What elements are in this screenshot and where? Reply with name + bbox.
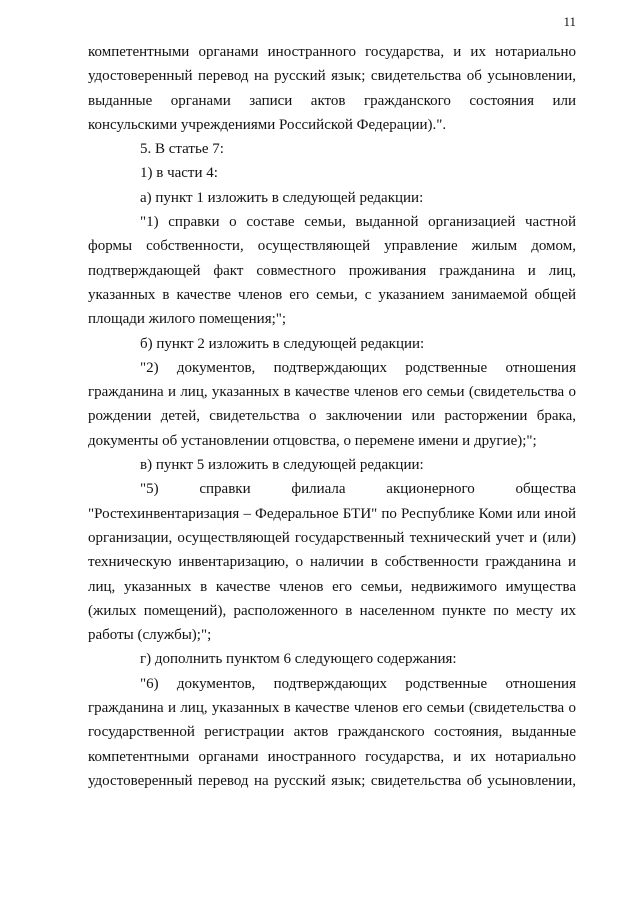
document-body [88,40,576,793]
paragraph-article-7: 5. В статье 7: [140,141,224,158]
paragraph-point-6: "6) документов, подтверждающих родственные отношения гражданина и лиц, указанных в качестве членов его семьи (свидетельства о государственной регистрации актов гражданского состояния, выданные компетентными органами иностранного государства, и их нотариально удостоверенный перевод на русский язык; свидетельства об усыновлении, [88,675,576,789]
paragraph-item-b: б) пункт 2 изложить в следующей редакции: [140,335,425,352]
page-number: 11 [563,14,576,29]
paragraph-continuation: компетентными органами иностранного государства, и их нотариально удостоверенный перевод на русский язык; свидетельства об усыновлении, выданные органами записи актов гражданского состояния или консульскими учреждениями Российской Федерации).". [88,44,576,133]
paragraph-point-1: "1) справки о составе семьи, выданной организацией частной формы собственности, осуществляющей управление жилым домом, подтверждающей факт совместного проживания гражданина и лиц, указанных в качестве членов его семьи, с указанием занимаемой общей площади жилого помещения;"; [88,214,576,328]
paragraph-part-4: 1) в части 4: [140,165,218,182]
paragraph-point-2: "2) документов, подтверждающих родственные отношения гражданина и лиц, указанных в качестве членов его семьи (свидетельства о рождении детей, свидетельства о заключении или расторжении брака, документы об установлении отцовства, о перемене имени и другие);"; [88,359,576,449]
paragraph-item-a: а) пункт 1 изложить в следующей редакции: [140,189,424,206]
paragraph-item-g: г) дополнить пунктом 6 следующего содержания: [140,651,457,668]
paragraph-item-v: в) пункт 5 изложить в следующей редакции: [140,457,424,474]
paragraph-point-5: "5) справки филиала акционерного общества "Ростехинвентаризация – Федеральное БТИ" по Республике Коми или иной организации, осуществляющей государственный технический учет и (или) техническую инвентаризацию, о наличии в собственности гражданина и лиц, указанных в качестве членов его семьи, недвижимого имущества (жилых помещений), расположенного в населенном пункте по месту их работы (службы);"; [88,481,576,644]
